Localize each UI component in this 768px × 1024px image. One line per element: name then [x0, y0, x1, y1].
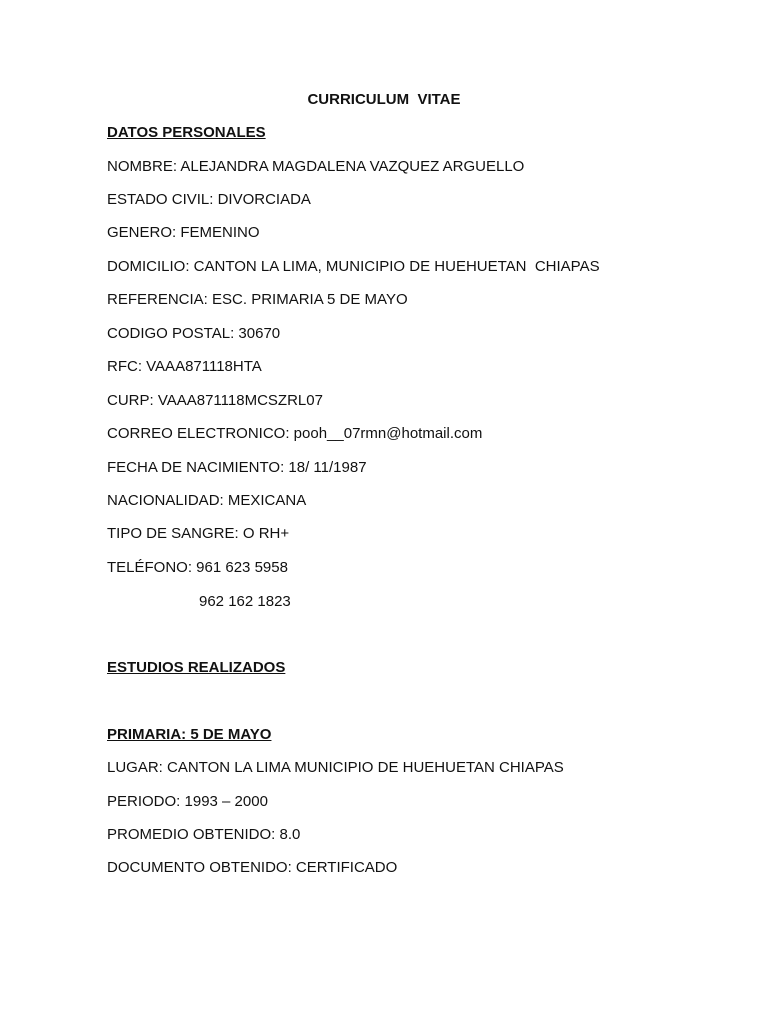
nationality-line: NACIONALIDAD: MEXICANA [107, 492, 307, 509]
studies-heading: ESTUDIOS REALIZADOS [107, 659, 286, 676]
place-line: LUGAR: CANTON LA LIMA MUNICIPIO DE HUEHUETAN CHIAPAS [107, 759, 564, 776]
period-line: PERIODO: 1993 – 2000 [107, 793, 268, 810]
address-line: DOMICILIO: CANTON LA LIMA, MUNICIPIO DE HUEHUETAN CHIAPAS [107, 258, 600, 275]
personal-data-heading: DATOS PERSONALES [107, 124, 266, 141]
postal-code-line: CODIGO POSTAL: 30670 [107, 325, 281, 342]
document-title: CURRICULUM VITAE [307, 91, 461, 108]
primary-school-heading: PRIMARIA: 5 DE MAYO [107, 726, 272, 743]
reference-line: REFERENCIA: ESC. PRIMARIA 5 DE MAYO [107, 291, 408, 308]
phone-secondary-line: 962 162 1823 [199, 593, 291, 610]
email-line: CORREO ELECTRONICO: pooh__07rmn@hotmail.com [107, 425, 483, 442]
birth-date-line: FECHA DE NACIMIENTO: 18/ 11/1987 [107, 459, 367, 476]
gender-line: GENERO: FEMENINO [107, 224, 260, 241]
marital-status-line: ESTADO CIVIL: DIVORCIADA [107, 191, 311, 208]
rfc-line: RFC: VAAA871118HTA [107, 358, 262, 375]
document-obtained-line: DOCUMENTO OBTENIDO: CERTIFICADO [107, 859, 398, 876]
phone-line: TELÉFONO: 961 623 5958 [107, 559, 288, 576]
average-line: PROMEDIO OBTENIDO: 8.0 [107, 826, 301, 843]
curp-line: CURP: VAAA871118MCSZRL07 [107, 392, 323, 409]
name-line: NOMBRE: ALEJANDRA MAGDALENA VAZQUEZ ARGUELLO [107, 158, 525, 175]
blood-type-line: TIPO DE SANGRE: O RH+ [107, 525, 290, 542]
